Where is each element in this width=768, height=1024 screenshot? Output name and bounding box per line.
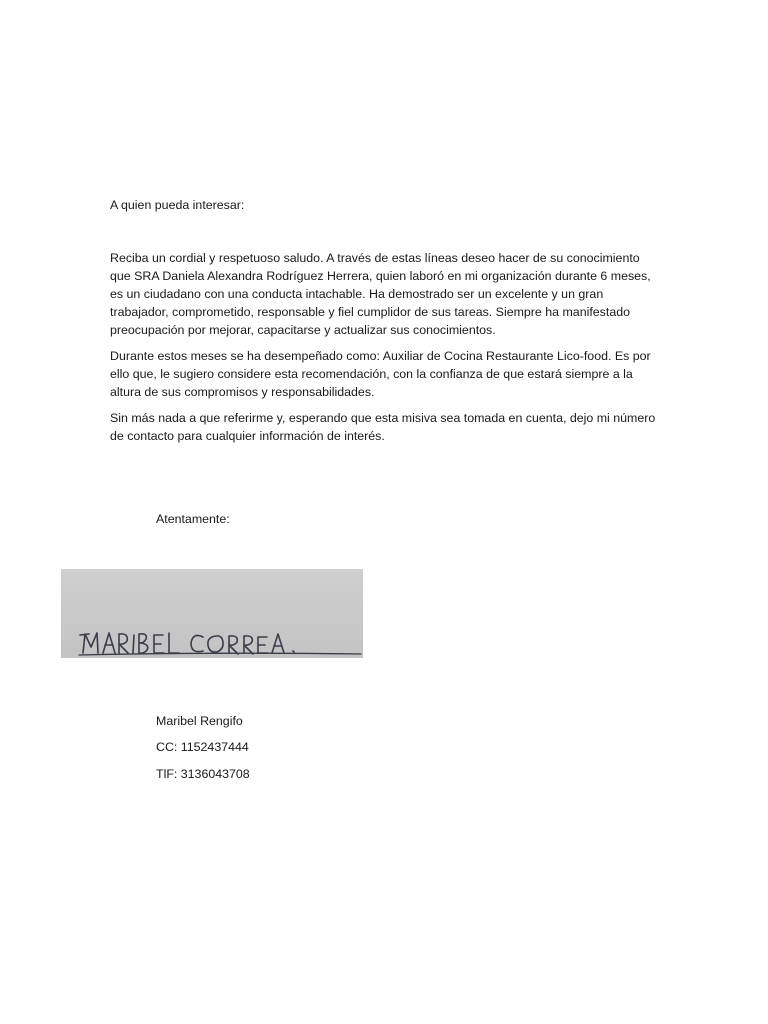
signer-phone: TlF: 3136043708 (156, 767, 250, 781)
body-paragraph-3: Sin más nada a que referirme y, esperando que esta misiva sea tomada en cuenta, dejo mi número de contacto para cualquier información de interés. (110, 411, 656, 443)
letter-closing: Atentamente: (156, 512, 230, 526)
signature-image (61, 569, 363, 658)
body-paragraph-2: Durante estos meses se ha desempeñado como: Auxiliar de Cocina Restaurante Lico-food. Es por ello que, le sugiero considere esta recomendación, con la confianza de que estará siempre a la altura de sus compromisos y responsabilidades. (110, 349, 651, 399)
body-paragraph-1: Reciba un cordial y respetuoso saludo. A través de estas líneas deseo hacer de su conocimiento que SRA Daniela Alexandra Rodríguez Herrera, quien laboró en mi organización durante 6 meses, es un ciudadano con una conducta intachable. Ha demostrado ser un excelente y un gran trabajador, comprometido, responsable y fiel cumplidor de sus tareas. Siempre ha manifestado preocupación por mejorar, capacitarse y actualizar sus conocimientos. (110, 251, 651, 337)
signer-id-number: CC: 1152437444 (156, 740, 249, 754)
letter-body (110, 249, 662, 453)
handwritten-signature (61, 569, 363, 658)
signer-name: Maribel Rengifo (156, 714, 243, 728)
letter-greeting: A quien pueda interesar: (110, 198, 245, 212)
